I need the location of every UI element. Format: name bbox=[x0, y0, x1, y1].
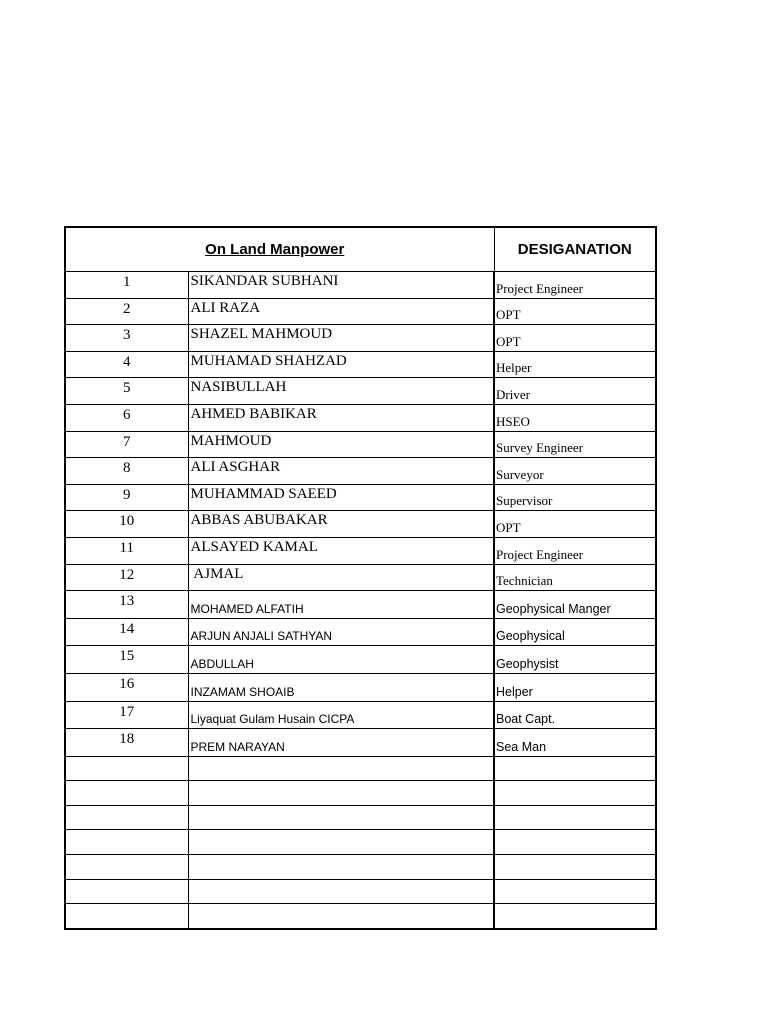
employee-name: ALSAYED KAMAL bbox=[188, 537, 494, 564]
row-number: 4 bbox=[65, 351, 188, 378]
employee-name: NASIBULLAH bbox=[188, 378, 494, 405]
employee-name: ALI ASGHAR bbox=[188, 458, 494, 485]
table-row bbox=[65, 484, 656, 511]
empty-row bbox=[65, 805, 656, 830]
table-row bbox=[65, 618, 656, 646]
table-row bbox=[65, 646, 656, 674]
employee-designation: HSEO bbox=[494, 404, 656, 431]
table-row bbox=[65, 673, 656, 701]
row-number: 5 bbox=[65, 378, 188, 405]
empty-cell bbox=[65, 855, 188, 880]
employee-name: ARJUN ANJALI SATHYAN bbox=[188, 618, 494, 646]
empty-cell bbox=[188, 879, 494, 904]
manpower-table bbox=[64, 226, 657, 930]
row-number: 11 bbox=[65, 537, 188, 564]
row-number: 18 bbox=[65, 729, 188, 757]
empty-cell bbox=[188, 855, 494, 880]
employee-designation: Boat Capt. bbox=[494, 701, 656, 729]
row-number: 12 bbox=[65, 564, 188, 591]
empty-row bbox=[65, 879, 656, 904]
employee-designation: Sea Man bbox=[494, 729, 656, 757]
empty-cell bbox=[494, 756, 656, 781]
row-number: 6 bbox=[65, 404, 188, 431]
empty-cell bbox=[494, 830, 656, 855]
table-row bbox=[65, 701, 656, 729]
table-row bbox=[65, 272, 656, 299]
empty-cell bbox=[65, 805, 188, 830]
empty-cell bbox=[65, 879, 188, 904]
employee-designation: Survey Engineer bbox=[494, 431, 656, 458]
empty-cell bbox=[494, 879, 656, 904]
employee-designation: Geophysist bbox=[494, 646, 656, 674]
table-row bbox=[65, 511, 656, 538]
employee-designation: Driver bbox=[494, 378, 656, 405]
table-row bbox=[65, 404, 656, 431]
empty-row bbox=[65, 855, 656, 880]
employee-designation: Helper bbox=[494, 673, 656, 701]
designation-header: DESIGANATION bbox=[494, 227, 656, 272]
employee-name: MUHAMMAD SAEED bbox=[188, 484, 494, 511]
employee-designation: OPT bbox=[494, 325, 656, 352]
row-number: 14 bbox=[65, 618, 188, 646]
empty-row bbox=[65, 830, 656, 855]
empty-cell bbox=[65, 904, 188, 929]
employee-designation: Surveyor bbox=[494, 458, 656, 485]
employee-designation: OPT bbox=[494, 511, 656, 538]
employee-name: MUHAMAD SHAHZAD bbox=[188, 351, 494, 378]
employee-designation: Project Engineer bbox=[494, 272, 656, 299]
employee-name: ABBAS ABUBAKAR bbox=[188, 511, 494, 538]
empty-cell bbox=[188, 904, 494, 929]
empty-row bbox=[65, 781, 656, 806]
employee-name: SIKANDAR SUBHANI bbox=[188, 272, 494, 299]
table-row bbox=[65, 458, 656, 485]
row-number: 2 bbox=[65, 298, 188, 325]
employee-name: MAHMOUD bbox=[188, 431, 494, 458]
employee-name: ALI RAZA bbox=[188, 298, 494, 325]
employee-name: INZAMAM SHOAIB bbox=[188, 673, 494, 701]
row-number: 9 bbox=[65, 484, 188, 511]
table-title: On Land Manpower bbox=[65, 227, 494, 272]
employee-name: Liyaquat Gulam Husain CICPA bbox=[188, 701, 494, 729]
empty-cell bbox=[188, 756, 494, 781]
row-number: 8 bbox=[65, 458, 188, 485]
employee-designation: Project Engineer bbox=[494, 537, 656, 564]
row-number: 17 bbox=[65, 701, 188, 729]
empty-cell bbox=[494, 781, 656, 806]
empty-row bbox=[65, 756, 656, 781]
row-number: 3 bbox=[65, 325, 188, 352]
table-row bbox=[65, 591, 656, 619]
row-number: 7 bbox=[65, 431, 188, 458]
empty-cell bbox=[188, 805, 494, 830]
table-row bbox=[65, 431, 656, 458]
empty-cell bbox=[494, 855, 656, 880]
empty-cell bbox=[188, 781, 494, 806]
empty-row bbox=[65, 904, 656, 929]
employee-name: AHMED BABIKAR bbox=[188, 404, 494, 431]
employee-name: PREM NARAYAN bbox=[188, 729, 494, 757]
employee-name: MOHAMED ALFATIH bbox=[188, 591, 494, 619]
employee-designation: Technician bbox=[494, 564, 656, 591]
empty-cell bbox=[494, 904, 656, 929]
table-row bbox=[65, 729, 656, 757]
table-row bbox=[65, 537, 656, 564]
table-row bbox=[65, 351, 656, 378]
row-number: 1 bbox=[65, 272, 188, 299]
table-row bbox=[65, 378, 656, 405]
table-row bbox=[65, 298, 656, 325]
empty-cell bbox=[65, 781, 188, 806]
empty-cell bbox=[188, 830, 494, 855]
table-row bbox=[65, 325, 656, 352]
employee-name: AJMAL bbox=[188, 564, 494, 591]
row-number: 15 bbox=[65, 646, 188, 674]
employee-designation: Geophysical Manger bbox=[494, 591, 656, 619]
table-row bbox=[65, 564, 656, 591]
employee-name: SHAZEL MAHMOUD bbox=[188, 325, 494, 352]
employee-designation: OPT bbox=[494, 298, 656, 325]
row-number: 13 bbox=[65, 591, 188, 619]
empty-cell bbox=[65, 830, 188, 855]
table-header-row bbox=[65, 227, 656, 272]
row-number: 16 bbox=[65, 673, 188, 701]
employee-name: ABDULLAH bbox=[188, 646, 494, 674]
employee-designation: Supervisor bbox=[494, 484, 656, 511]
empty-cell bbox=[494, 805, 656, 830]
employee-designation: Helper bbox=[494, 351, 656, 378]
row-number: 10 bbox=[65, 511, 188, 538]
empty-cell bbox=[65, 756, 188, 781]
employee-designation: Geophysical bbox=[494, 618, 656, 646]
